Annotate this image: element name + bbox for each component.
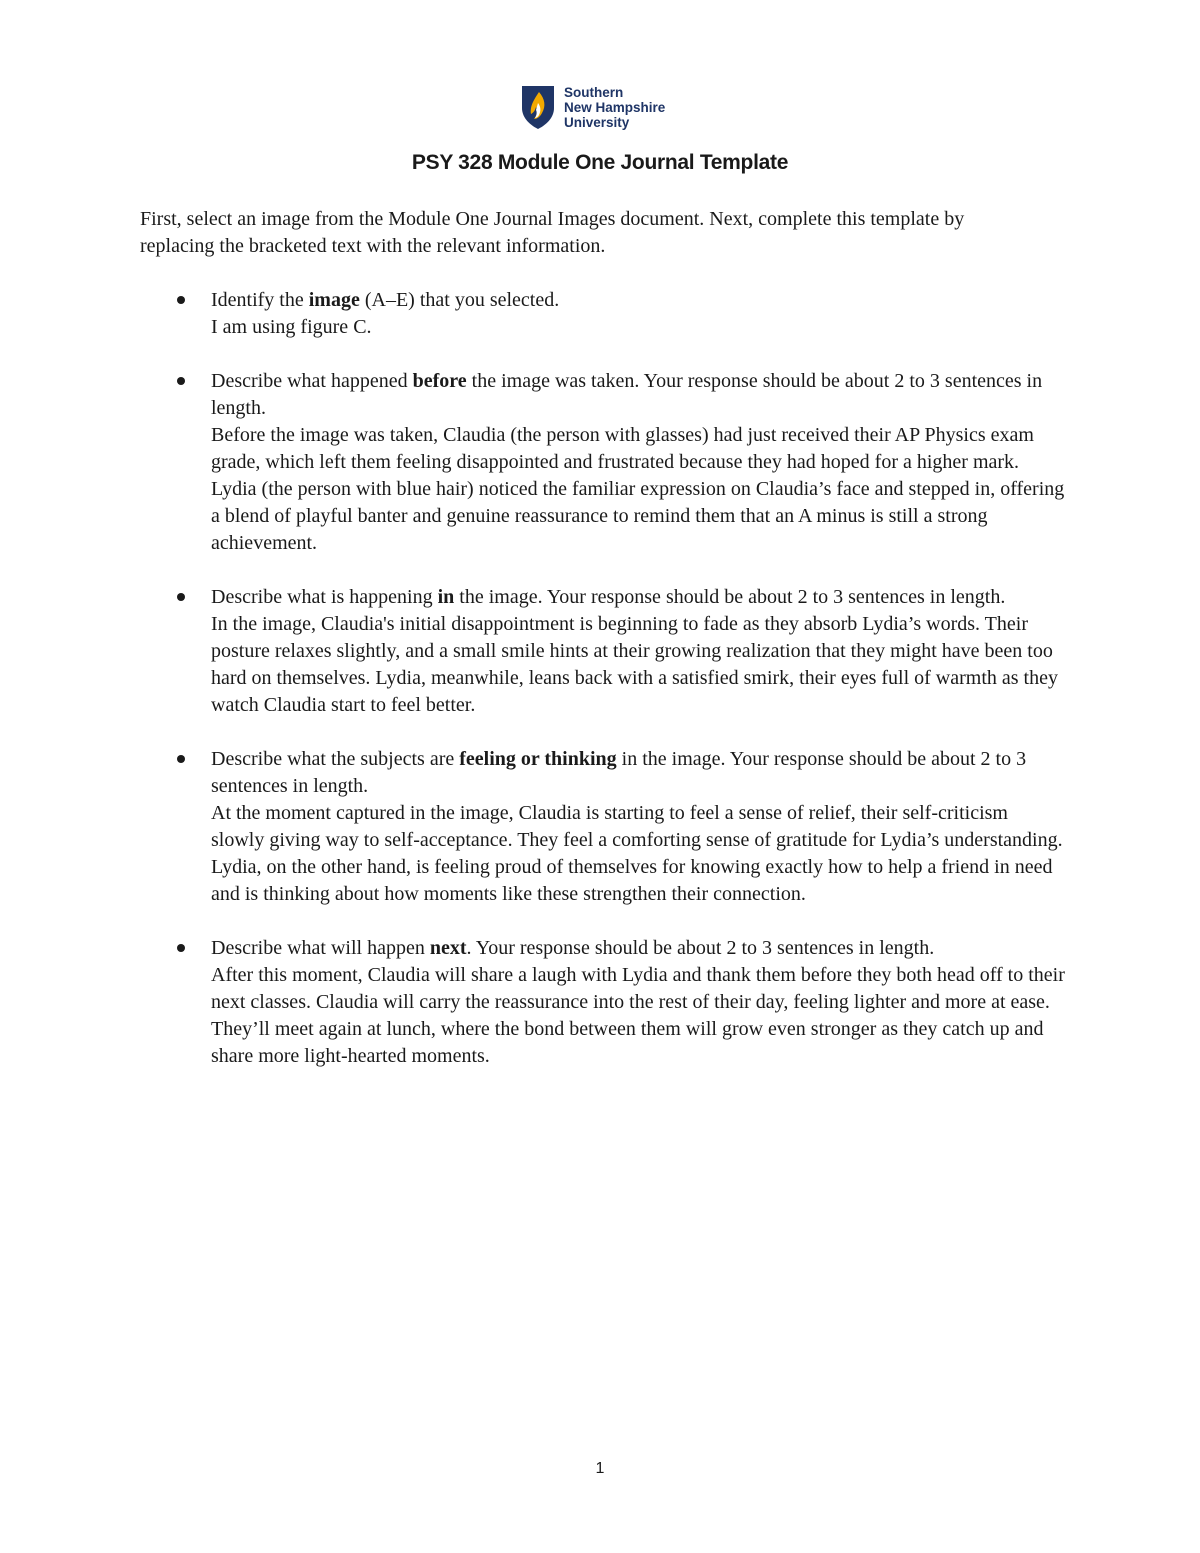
prompt-text: Describe what will happen next. Your response should be about 2 to 3 sentences in length. — [211, 937, 935, 959]
list-item — [140, 935, 1065, 1070]
prompt-list — [140, 287, 1065, 1097]
prompt-text: Describe what happened before the image was taken. Your response should be about 2 to 3 sentences in length. — [211, 370, 1043, 419]
bullet-icon — [177, 296, 185, 304]
page-title: PSY 328 Module One Journal Template — [411, 151, 789, 174]
response-text: After this moment, Claudia will share a laugh with Lydia and thank them before they both head off to their next classes. Claudia will carry the reassurance into the rest of their day, feeling lighter and more at ease. They’ll meet again at lunch, where the bond between them will grow even stronger as they catch up and share more light-hearted moments. — [211, 964, 1065, 1067]
list-item — [140, 584, 1065, 719]
response-text: Before the image was taken, Claudia (the person with glasses) had just received their AP Physics exam grade, which left them feeling disappointed and frustrated because they had hoped for a higher mark. Lydia (the person with blue hair) noticed the familiar expression on Claudia’s face and stepped in, offering a blend of playful banter and genuine reassurance to remind them that an A minus is still a strong achievement. — [211, 424, 1065, 554]
response-text: I am using figure C. — [211, 316, 372, 338]
list-item — [140, 368, 1065, 557]
logo-line-2: New Hampshire — [564, 99, 666, 115]
list-item — [140, 746, 1065, 908]
prompt-text: Describe what is happening in the image. Your response should be about 2 to 3 sentences in length. — [211, 586, 1006, 608]
intro-paragraph: First, select an image from the Module One Journal Images document. Next, complete this template by replacing the bracketed text with the relevant information. — [140, 208, 965, 257]
response-text: In the image, Claudia's initial disappointment is beginning to fade as they absorb Lydia’s words. Their posture relaxes slightly, and a small smile hints at their growing realization that they might have been too hard on themselves. Lydia, meanwhile, leans back with a satisfied smirk, their eyes full of warmth as they watch Claudia start to feel better. — [211, 613, 1058, 716]
bullet-icon — [177, 593, 185, 601]
logo-wordmark — [564, 85, 665, 130]
prompt-text: Describe what the subjects are feeling or thinking in the image. Your response should be about 2 to 3 sentences in length. — [211, 748, 1027, 797]
prompt-keyword: next — [429, 937, 467, 959]
prompt-text: Identify the image (A–E) that you selected. — [211, 289, 560, 311]
logo-line-1: Southern — [564, 84, 624, 100]
prompt-keyword: before — [412, 370, 467, 392]
list-item — [140, 287, 1065, 341]
bullet-icon — [177, 755, 185, 763]
logo-line-3: University — [564, 114, 630, 130]
university-logo — [520, 84, 665, 130]
flame-shield-icon — [520, 84, 556, 130]
page-number: 1 — [595, 1460, 605, 1477]
prompt-keyword: image — [308, 289, 360, 311]
bullet-icon — [177, 944, 185, 952]
bullet-icon — [177, 377, 185, 385]
prompt-keyword: in — [437, 586, 455, 608]
response-text: At the moment captured in the image, Claudia is starting to feel a sense of relief, their self-criticism slowly giving way to self-acceptance. They feel a comforting sense of gratitude for Lydia’s understanding. Lydia, on the other hand, is feeling proud of themselves for knowing exactly how to help a friend in need and is thinking about how moments like these strengthen their connection. — [211, 802, 1063, 905]
prompt-keyword: feeling or thinking — [459, 748, 617, 770]
